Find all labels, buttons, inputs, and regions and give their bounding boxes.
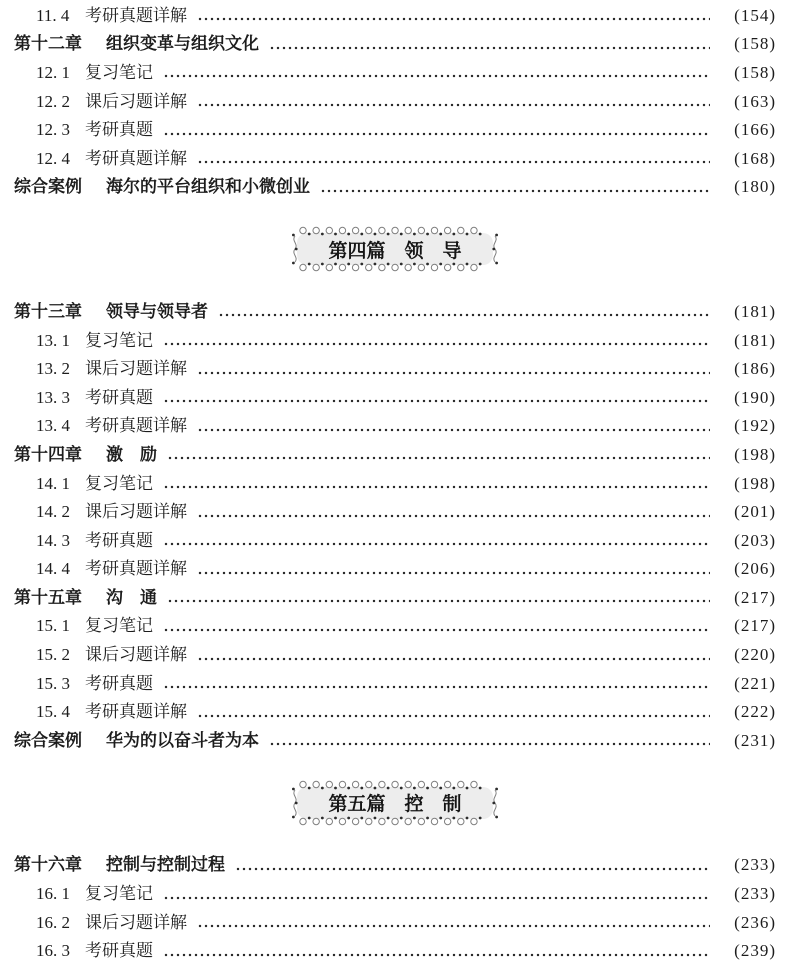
dot-leader xyxy=(163,612,710,641)
toc-entry-title: 控制与控制过程 xyxy=(106,855,225,875)
toc-entry-title: 考研真题详解 xyxy=(85,5,187,25)
toc-row-section xyxy=(0,144,790,173)
dot-leader xyxy=(163,669,710,698)
toc-entry-number: 13. 1 xyxy=(36,330,70,350)
toc-entry-number: 16. 3 xyxy=(36,941,70,961)
dot-leader xyxy=(197,640,710,669)
dot-leader xyxy=(163,879,710,908)
toc-entry-number: 14. 1 xyxy=(36,473,70,493)
toc-entry-title: 考研真题 xyxy=(85,530,153,550)
dot-leader xyxy=(163,383,710,412)
dot-leader xyxy=(167,440,710,469)
toc-entry-number: 12. 4 xyxy=(36,148,70,168)
toc-entry-number: 13. 3 xyxy=(36,387,70,407)
dot-leader xyxy=(235,851,710,880)
toc-entry-page: (233) xyxy=(734,855,776,875)
toc-entry-number: 15. 1 xyxy=(36,616,70,636)
toc-entry-page: (222) xyxy=(734,702,776,722)
toc-entry-number: 第十五章 xyxy=(14,587,82,607)
toc-row-section xyxy=(0,526,790,555)
toc-row-case xyxy=(0,726,790,755)
toc-entry-number: 13. 2 xyxy=(36,359,70,379)
toc-entry-title: 考研真题详解 xyxy=(85,416,187,436)
toc-entry-number: 13. 4 xyxy=(36,416,70,436)
toc-entry-page: (166) xyxy=(734,120,776,140)
toc-entry-page: (181) xyxy=(734,301,776,321)
toc-entry-title: 复习笔记 xyxy=(85,884,153,904)
toc-row-section xyxy=(0,326,790,355)
toc-entry-title: 激 励 xyxy=(106,444,157,464)
toc-entry-page: (192) xyxy=(734,416,776,436)
toc-entry-number: 15. 4 xyxy=(36,702,70,722)
toc-entry-title: 考研真题 xyxy=(85,673,153,693)
toc-entry-page: (154) xyxy=(734,5,776,25)
dot-leader xyxy=(218,297,710,326)
toc-entry-number: 15. 3 xyxy=(36,673,70,693)
toc-row-section xyxy=(0,497,790,526)
toc-entry-number: 综合案例 xyxy=(14,177,82,197)
part-divider-row xyxy=(0,201,790,297)
toc-entry-number: 第十二章 xyxy=(14,34,82,54)
dot-leader xyxy=(197,412,710,441)
toc-entry-page: (231) xyxy=(734,730,776,750)
toc-entry-number: 第十六章 xyxy=(14,855,82,875)
dot-leader xyxy=(163,326,710,355)
toc-entry-number: 综合案例 xyxy=(14,730,82,750)
toc-row-chapter xyxy=(0,583,790,612)
toc-entry-page: (168) xyxy=(734,148,776,168)
part-box xyxy=(290,225,500,273)
toc-entry-title: 考研真题详解 xyxy=(85,702,187,722)
toc-entry-title: 课后习题详解 xyxy=(85,912,187,932)
toc-row-section xyxy=(0,354,790,383)
dot-leader xyxy=(167,583,710,612)
toc-row-section xyxy=(0,383,790,412)
toc-entry-page: (180) xyxy=(734,177,776,197)
dot-leader xyxy=(320,173,710,202)
toc-row-section xyxy=(0,1,790,30)
toc-entry-number: 14. 4 xyxy=(36,559,70,579)
dot-leader xyxy=(197,697,710,726)
dot-leader xyxy=(197,144,710,173)
toc-row-section xyxy=(0,879,790,908)
toc-entry-title: 课后习题详解 xyxy=(85,91,187,111)
toc-row-chapter xyxy=(0,440,790,469)
part-divider-row xyxy=(0,755,790,851)
dot-leader xyxy=(197,908,710,937)
toc-entry-title: 复习笔记 xyxy=(85,616,153,636)
toc-entry-page: (221) xyxy=(734,673,776,693)
toc-row-section xyxy=(0,555,790,584)
toc-entry-title: 课后习题详解 xyxy=(85,359,187,379)
dot-leader xyxy=(163,469,710,498)
dot-leader xyxy=(197,555,710,584)
dot-leader xyxy=(163,58,710,87)
toc-entry-title: 华为的以奋斗者为本 xyxy=(106,730,259,750)
dot-leader xyxy=(197,354,710,383)
toc-row-section xyxy=(0,669,790,698)
toc-row-section xyxy=(0,469,790,498)
toc-entry-page: (220) xyxy=(734,645,776,665)
toc-entry-page: (163) xyxy=(734,91,776,111)
toc-entry-title: 复习笔记 xyxy=(85,62,153,82)
toc-entry-page: (206) xyxy=(734,559,776,579)
toc-entry-page: (186) xyxy=(734,359,776,379)
toc-entry-title: 复习笔记 xyxy=(85,473,153,493)
toc-entry-title: 考研真题 xyxy=(85,387,153,407)
toc-entry-title: 沟 通 xyxy=(106,587,157,607)
toc-entry-page: (198) xyxy=(734,444,776,464)
toc-entry-number: 12. 1 xyxy=(36,62,70,82)
toc-entry-number: 14. 2 xyxy=(36,502,70,522)
toc-entry-title: 考研真题详解 xyxy=(85,148,187,168)
toc-row-section xyxy=(0,412,790,441)
toc-row-section xyxy=(0,697,790,726)
toc-row-section xyxy=(0,58,790,87)
toc-entry-title: 考研真题 xyxy=(85,941,153,961)
toc-row-section xyxy=(0,612,790,641)
dot-leader xyxy=(269,30,710,59)
toc-entry-number: 第十三章 xyxy=(14,301,82,321)
dot-leader xyxy=(163,115,710,144)
toc-entry-page: (190) xyxy=(734,387,776,407)
toc-entry-title: 课后习题详解 xyxy=(85,502,187,522)
toc-row-case xyxy=(0,173,790,202)
toc-entry-page: (217) xyxy=(734,616,776,636)
dot-leader xyxy=(163,936,710,965)
toc-entry-number: 12. 3 xyxy=(36,120,70,140)
toc-entry-title: 组织变革与组织文化 xyxy=(106,34,259,54)
toc-entry-number: 16. 2 xyxy=(36,912,70,932)
part-title: 第五篇 控 制 xyxy=(328,794,462,816)
toc-entry-title: 领导与领导者 xyxy=(106,301,208,321)
dot-leader xyxy=(197,1,710,30)
toc-row-section xyxy=(0,908,790,937)
toc-entry-title: 考研真题 xyxy=(85,120,153,140)
toc-entry-number: 第十四章 xyxy=(14,444,82,464)
toc-entry-page: (201) xyxy=(734,502,776,522)
toc-entry-title: 考研真题详解 xyxy=(85,559,187,579)
dot-leader xyxy=(269,726,710,755)
toc-entry-number: 11. 4 xyxy=(36,5,70,25)
part-title: 第四篇 领 导 xyxy=(328,240,462,262)
toc-entry-number: 12. 2 xyxy=(36,91,70,111)
toc-entry-page: (203) xyxy=(734,530,776,550)
toc-entry-page: (233) xyxy=(734,884,776,904)
toc-entry-page: (158) xyxy=(734,34,776,54)
toc-entry-page: (198) xyxy=(734,473,776,493)
toc-row-chapter xyxy=(0,30,790,59)
toc-row-section xyxy=(0,640,790,669)
toc-entry-page: (239) xyxy=(734,941,776,961)
toc-entry-number: 15. 2 xyxy=(36,645,70,665)
toc-row-chapter xyxy=(0,297,790,326)
toc-entry-page: (181) xyxy=(734,330,776,350)
toc-entry-page: (217) xyxy=(734,587,776,607)
dot-leader xyxy=(163,526,710,555)
toc-row-section xyxy=(0,936,790,965)
toc-row-section xyxy=(0,115,790,144)
toc-entry-number: 16. 1 xyxy=(36,884,70,904)
toc-row-chapter xyxy=(0,851,790,880)
toc-entry-title: 复习笔记 xyxy=(85,330,153,350)
toc-row-section xyxy=(0,87,790,116)
toc-entry-number: 14. 3 xyxy=(36,530,70,550)
toc-entry-title: 课后习题详解 xyxy=(85,645,187,665)
toc-entry-title: 海尔的平台组织和小微创业 xyxy=(106,177,310,197)
dot-leader xyxy=(197,87,710,116)
toc-entry-page: (236) xyxy=(734,912,776,932)
part-box xyxy=(290,779,500,827)
dot-leader xyxy=(197,497,710,526)
toc-entry-page: (158) xyxy=(734,62,776,82)
